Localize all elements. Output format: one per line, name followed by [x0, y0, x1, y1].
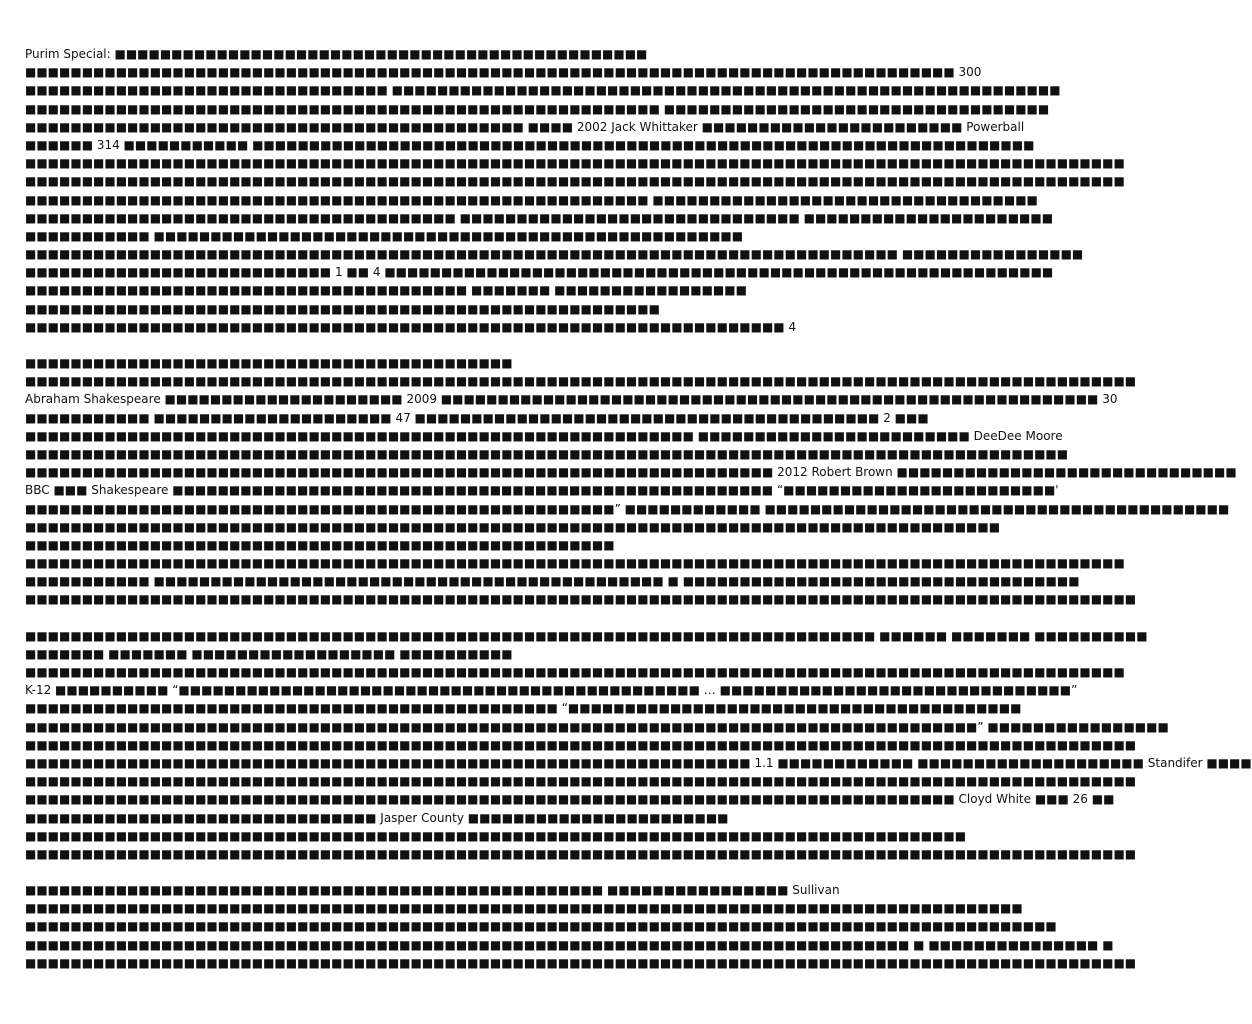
- text-line: ■■■■■■■■■■■■■■■■■■■■■■■■■■■■■■■■■■■■■■■■■■■■■■■■■■■■■■■■■■■■■■■■■■■■■■■■■■■■■■■■■■■■■■■■■■■■■■■■■■: [25, 737, 1137, 752]
- paragraph-1: [25, 45, 1125, 336]
- text-line: ■■■■■■■■■■■■■■■■■■■■■■■■■■■■■■■■ ■■■■■■■■■■■■■■■■■■■■■■■■■■■■■■■■■■■■■■■■■■■■■■■■■■■■■■■■■■■: [25, 83, 1061, 98]
- text-line: ■■■■■■■■■■■■■■■■■■■■■■■■■■■■■■■■■■■■■■■■■■■■■■■■■■■■■■■■■■■■■■■■ 1.1 ■■■■■■■■■■■■ ■■■■■■■■■■■■■■■■■■■■ Standifer ■■■■: [25, 755, 1252, 770]
- text-line: ■■■■■■■■■■■■■■■■■■■■■■■■■■■■■■■■■■■■■■■■■■■■■■■■■■■■■■■■■■■■■■■■■■■■■■■■■■■■■■ ■ ■■■■■■■■■■■■■■■ ■: [25, 937, 1114, 952]
- text-line: ■■■■■■■■■■■■■■■■■■■■■■■■■■■■■■■■■■■■■■■■■■■■■■■■■■■■■■■■■■■■■■■■■■■■■■■■■■■■■■■■■■■■■■■■■■■■■■■■■■: [25, 774, 1137, 789]
- text-line: ■■■■■■■■■■■ ■■■■■■■■■■■■■■■■■■■■■■■■■■■■■■■■■■■■■■■■■■■■■■■■■■■■: [25, 228, 744, 243]
- text-line: BBC ■■■ Shakespeare ■■■■■■■■■■■■■■■■■■■■■■■■■■■■■■■■■■■■■■■■■■■■■■■■■■■■■ “■■■■■■■■■■■■■■■■■■■■■■■■': [25, 483, 1059, 498]
- text-line: ■■■■■■■■■■■■■■■■■■■■■■■■■■■■■■■■■■■■■■■■■■■■■■■■■■■■■■■■■■■■■■■■■■■■■■■■■■■■■■■■■■ Cloyd White ■■■ 26 ■■: [25, 792, 1115, 807]
- text-line: ■■■■■■■■■■■■■■■■■■■■■■■■■■■■■■■■■■■■■■■■■■■■■■■■■■■■■■■■■■■■■■■■■■■■■■■■■■■■■■■■■■■: [25, 828, 967, 843]
- text-line: ■■■■■■■■■■■■■■■■■■■■■■■■■■■■■■■■■■■■■■■■■■■■■■■■■■■ ■■■■■■■■■■■■■■■■ Sullivan: [25, 883, 840, 898]
- text-line: ■■■■■■■■■■■■■■■■■■■■■■■■■■■■■■■■■■■■■■■■■■■■■■■■■■■■■■■■■■■■■■■■■■■■■■■■■■■■■■■■■■■■■■■■■■■■■■■■■: [25, 174, 1125, 189]
- text-line: ■■■■■■■■■■■■■■■■■■■■■■■■■■■■■■■■■■■■■■■■■■■■ ■■■■ 2002 Jack Whittaker ■■■■■■■■■■■■■■■■■■■■■■■ Powerball: [25, 119, 1025, 134]
- text-line: ■■■■■■■■■■■■■■■■■■■■■■■■■■■■■■■■■■■■■■■■■■■■■■■■■■■■■■■■■■■ ■■■■■■■■■■■■■■■■■■■■■■■■ DeeDee Moore: [25, 428, 1063, 443]
- text-line: Abraham Shakespeare ■■■■■■■■■■■■■■■■■■■■■ 2009 ■■■■■■■■■■■■■■■■■■■■■■■■■■■■■■■■■■■■■■■■■■■■■■■■■■■■■■■■■■ 30: [25, 392, 1118, 407]
- text-line: ■■■■■■■■■■■■■■■■■■■■■■■■■■■■■■■■■■■■■■■■■■■■■■■■■■■■■■■■■■■■■■■■■■■■■■■■■■■■■■■■■■■■■■■■■■■: [25, 919, 1057, 934]
- text-line: ■■■■■■■■■■■■■■■■■■■■■■■■■■■■■■■■■■■■■■■■■■■■■■■■■■■■■■■■■■■■■■■■■■■■■■■■■■■■■■■■■■■■■■■■■■■■: [25, 446, 1069, 461]
- text-line: ■■■■■■■■■■■■■■■■■■■■■■■■■■■■■■■■■■■■■■■■■■■■■■■■■■■■: [25, 537, 615, 552]
- text-line: ■■■■■■■■■■■■■■■■■■■■■■■■■■■■■■■■■■■■■■■■■■■■■■■■■■■■■■■■■■■■■■■■■■■■■■■■■■■■■■■■■■■■■■■■■■■■■■■■■■: [25, 846, 1137, 861]
- text-line: ■■■■■■■■■■■■■■■■■■■■■■■■■■■■■■■■■■■■■■■■■■■: [25, 356, 513, 370]
- paragraph-3: [25, 627, 1252, 863]
- text-line: ■■■■■■■■■■■■■■■■■■■■■■■■■■■■■■■■■■■■■■■■■■■■■■■■■■■■■■■■■■■■■■■■■■■■■■■■■■■■■■■■■■■■■■■■■■■■■■■■■: [25, 665, 1125, 679]
- text-line: ■■■■■■■■■■■■■■■■■■■■■■■■■■■■■■■■■■■■■■■■■■■■■■■■■■■■■■■■■■■■■■■■■■■■■■■■■■■■■■■■■■■■■■■■■■■■■■■■■: [25, 156, 1125, 171]
- text-line: ■■■■■■■■■■■■■■■■■■■■■■■■■■■■■■■■■■■■■■■■■■■■■■■■■■■■■■■■■■■■■■■■■■■■■■■■■■■■■■■■■■■■■■■■■■■■■■■■■■: [25, 592, 1137, 607]
- text-line: ■■■■■■■■■■■■■■■■■■■■■■■■■■■■■■■ Jasper County ■■■■■■■■■■■■■■■■■■■■■■■: [25, 810, 729, 825]
- text-line: K-12 ■■■■■■■■■■ “■■■■■■■■■■■■■■■■■■■■■■■■■■■■■■■■■■■■■■■■■■■■■■ … ■■■■■■■■■■■■■■■■■■■■■■■■■■■■■■■”: [25, 683, 1078, 698]
- paragraph-2: [25, 354, 1237, 609]
- text-line: ■■■■■■■■■■■■■■■■■■■■■■■■■■■■■■■■■■■■■■■■■■■■■■■■■■■■■■■■■■■■■■■■■■■■■■■■■■■■■■■■■■■■■■■■■■■■■■■■■■: [25, 955, 1137, 970]
- text-line: ■■■■■■■■■■■■■■■■■■■■■■■■■■■■■■■■■■■■■■■■■■■■■■■■■■■■■■■■■■■■■■■■■■■■■■■■■■■■■■■■■■■■” ■■■■■■■■■■■■■■■■: [25, 719, 1169, 734]
- text-line: ■■■■■■■■■■■■■■■■■■■■■■■■■■■■■■■■■■■■■■ ■■■■■■■■■■■■■■■■■■■■■■■■■■■■■■ ■■■■■■■■■■■■■■■■■■■■■■: [25, 210, 1054, 225]
- text-line: ■■■■■■■■■■■■■■■■■■■■■■■■■■■■■■■■■■■■■■■ ■■■■■■■ ■■■■■■■■■■■■■■■■■: [25, 283, 747, 298]
- text-line: ■■■■■■■■■■■■■■■■■■■■■■■■■■■■■■■■■■■■■■■■■■■■■■■■■■■■■■■■■■■■■■■■■■■ 4: [25, 319, 797, 334]
- text-line: ■■■■■■■■■■■■■■■■■■■■■■■■■■■■■■■■■■■■■■■■■■■■■■■ “■■■■■■■■■■■■■■■■■■■■■■■■■■■■■■■■■■■■■■■■: [25, 701, 1022, 716]
- text-line: ■■■■■■■■■■■■■■■■■■■■■■■■■■■■■■■■■■■■■■■■■■■■■■■■■■■■■■■■■■■■■■■■■■■■■■■■■■■■■■■■■■■■■■■■: [25, 901, 1023, 916]
- text-line: ■■■■■■■■■■■■■■■■■■■■■■■■■■■■■■■■■■■■■■■■■■■■■■■■■■■■■■■■ ■■■■■■■■■■■■■■■■■■■■■■■■■■■■■■■■■■: [25, 101, 1050, 116]
- text-line: ■■■■■■ 314 ■■■■■■■■■■■ ■■■■■■■■■■■■■■■■■■■■■■■■■■■■■■■■■■■■■■■■■■■■■■■■■■■■■■■■■■■■■■■■■■■■■: [25, 137, 1035, 152]
- text-line: Purim Special: ■■■■■■■■■■■■■■■■■■■■■■■■■■■■■■■■■■■■■■■■■■■■■■■: [25, 47, 648, 61]
- text-line: ■■■■■■■■■■■■■■■■■■■■■■■■■■■■■■■■■■■■■■■■■■■■■■■■■■■■■■■■■■■■■■■■■■■■■■■■■■■■■ ■■■■■■■■■■■■■■■■: [25, 247, 1084, 262]
- text-line: ■■■■■■■■■■■■■■■■■■■■■■■■■■■■■■■■■■■■■■■■■■■■■■■■■■■■” ■■■■■■■■■■■■ ■■■■■■■■■■■■■■■■■■■■■■■■■■■■■■■■■■■■■■■■■: [25, 501, 1230, 516]
- text-line: ■■■■■■■■■■■■■■■■■■■■■■■■■■■■■■■■■■■■■■■■■■■■■■■■■■■■■■■■■■■■■■■■■■■■■■■■■■■■■■■■■■■■■■: [25, 519, 1001, 534]
- text-line: ■■■■■■■■■■■■■■■■■■■■■■■■■■■■■■■■■■■■■■■■■■■■■■■■■■■■■■■■■■■■■■■■■■■■■■■■■■■■■■■■■■■■■■■■■■■■■■■■■: [25, 556, 1125, 571]
- document-page: [25, 45, 1252, 990]
- text-line: ■■■■■■■■■■■■■■■■■■■■■■■■■■■■■■■■■■■■■■■■■■■■■■■■■■■■■■■■■■■■■■■■■■■■■■■■■■■ ■■■■■■ ■■■■■■■ ■■■■■■■■■■: [25, 628, 1148, 643]
- text-line: ■■■■■■■■■■■ ■■■■■■■■■■■■■■■■■■■■■■■■■■■■■■■■■■■■■■■■■■■■■ ■ ■■■■■■■■■■■■■■■■■■■■■■■■■■■■■■■■■■■: [25, 574, 1080, 589]
- text-line: ■■■■■■■■■■■■■■■■■■■■■■■■■■■■■■■■■■■■■■■■■■■■■■■■■■■■■■■■■■■■■■■■■■■■■■■■■■■■■■■■■■ 300: [25, 65, 982, 80]
- text-line: ■■■■■■■■■■■■■■■■■■■■■■■■■■■■■■■■■■■■■■■■■■■■■■■■■■■■■■■ ■■■■■■■■■■■■■■■■■■■■■■■■■■■■■■■■■■: [25, 192, 1038, 207]
- text-line: ■■■■■■■■■■■■■■■■■■■■■■■■■■■■■■■■■■■■■■■■■■■■■■■■■■■■■■■■: [25, 301, 660, 316]
- text-line: ■■■■■■■■■■■■■■■■■■■■■■■■■■■■■■■■■■■■■■■■■■■■■■■■■■■■■■■■■■■■■■■■■■■■■■■■■■■■■■■■■■■■■■■■■■■■■■■■■■: [25, 374, 1137, 389]
- paragraph-4: [25, 881, 1137, 972]
- text-line: ■■■■■■■■■■■■■■■■■■■■■■■■■■■ 1 ■■ 4 ■■■■■■■■■■■■■■■■■■■■■■■■■■■■■■■■■■■■■■■■■■■■■■■■■■■■■■■■■■■: [25, 265, 1054, 280]
- text-line: ■■■■■■■ ■■■■■■■ ■■■■■■■■■■■■■■■■■■ ■■■■■■■■■■: [25, 646, 513, 661]
- text-line: ■■■■■■■■■■■■■■■■■■■■■■■■■■■■■■■■■■■■■■■■■■■■■■■■■■■■■■■■■■■■■■■■■■ 2012 Robert Brown ■■■■■■■■■■■■■■■■■■■■■■■■■■■■■■: [25, 465, 1237, 480]
- text-line: ■■■■■■■■■■■ ■■■■■■■■■■■■■■■■■■■■■ 47 ■■■■■■■■■■■■■■■■■■■■■■■■■■■■■■■■■■■■■■■■■ 2 ■■■: [25, 410, 929, 425]
